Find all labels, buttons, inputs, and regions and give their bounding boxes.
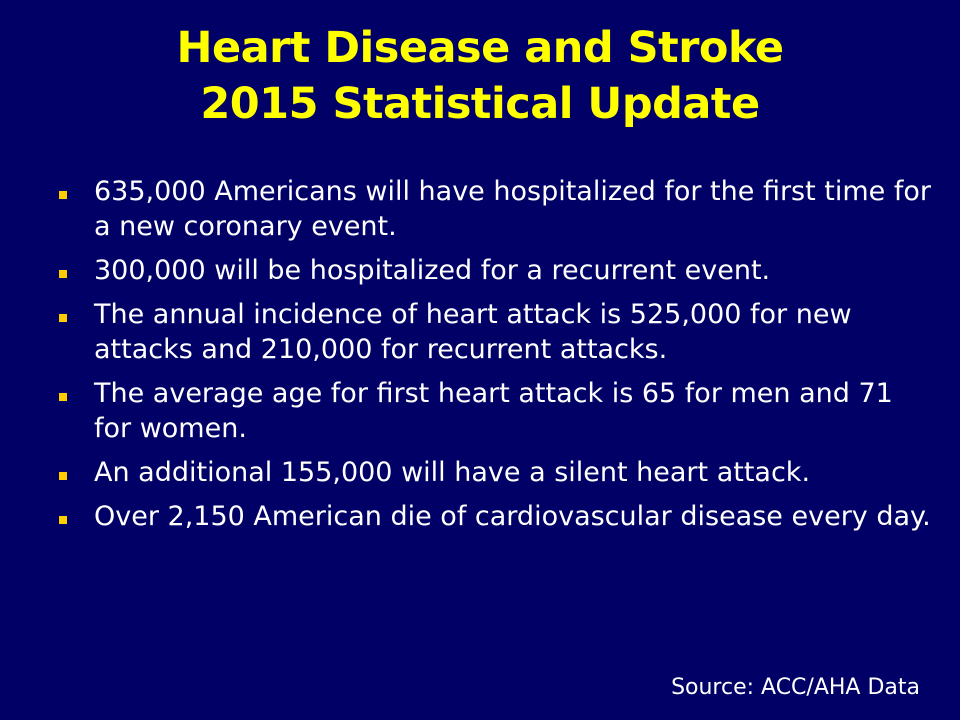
bullet-list — [55, 174, 935, 543]
bullet-text: 635,000 Americans will have hospitalized for the first time for a new coronary event. — [94, 176, 931, 242]
bullet-item — [55, 174, 935, 244]
square-bullet-icon — [59, 314, 67, 322]
bullet-text: An additional 155,000 will have a silent heart attack. — [94, 457, 811, 488]
square-bullet-icon — [59, 472, 67, 480]
square-bullet-icon — [59, 191, 67, 199]
title-line-1: Heart Disease and Stroke — [176, 23, 784, 73]
bullet-item — [55, 376, 935, 446]
bullet-item — [55, 499, 935, 534]
square-bullet-icon — [59, 516, 67, 524]
bullet-text: The average age for first heart attack is 65 for men and 71 for women. — [94, 378, 893, 444]
bullet-text: 300,000 will be hospitalized for a recurrent event. — [94, 255, 771, 286]
square-bullet-icon — [59, 270, 67, 278]
square-bullet-icon — [59, 393, 67, 401]
bullet-item — [55, 455, 935, 490]
source-citation: Source: ACC/AHA Data — [671, 675, 920, 700]
title-line-2: 2015 Statistical Update — [200, 79, 760, 129]
slide-title — [0, 20, 960, 132]
bullet-text: Over 2,150 American die of cardiovascular disease every day. — [94, 501, 931, 532]
bullet-item — [55, 297, 935, 367]
bullet-text: The annual incidence of heart attack is 525,000 for new attacks and 210,000 for recurrent attacks. — [94, 299, 852, 365]
bullet-item — [55, 253, 935, 288]
